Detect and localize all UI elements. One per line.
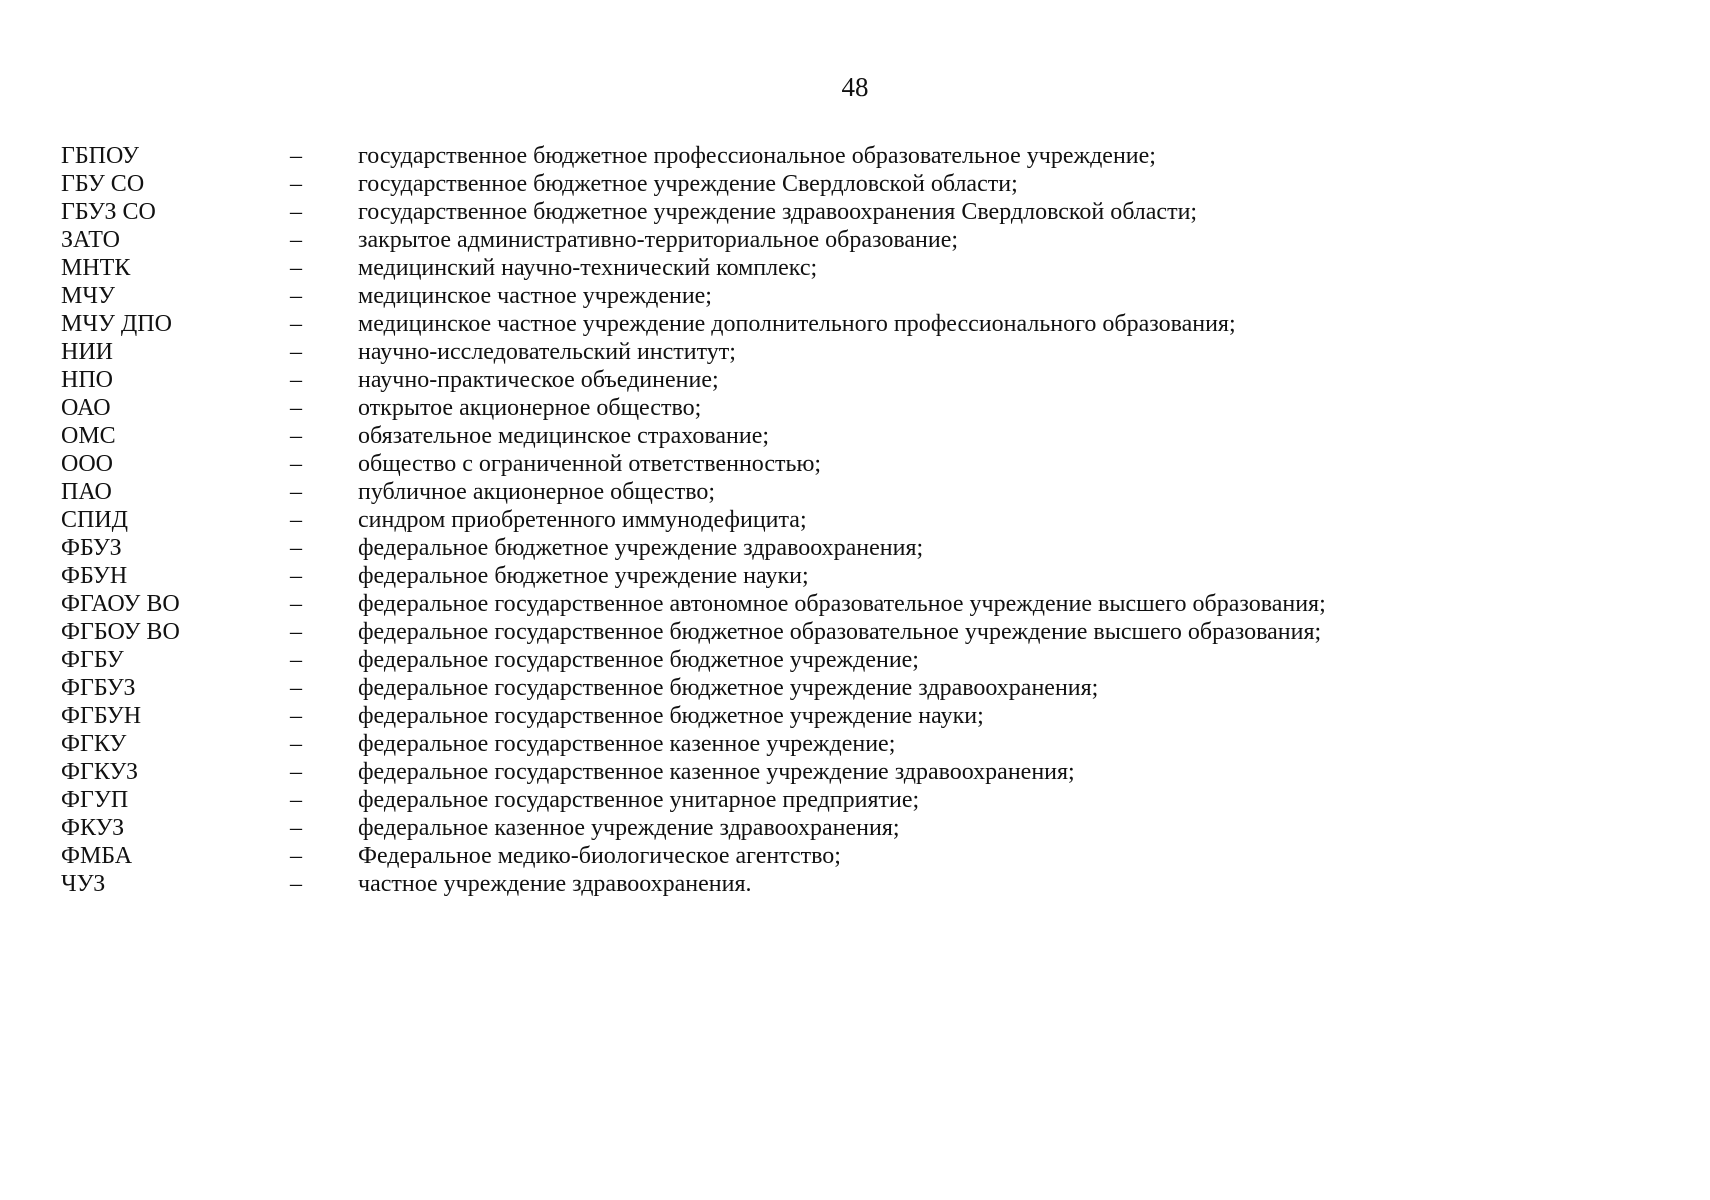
abbreviation-row (61, 310, 1661, 338)
dash-separator: – (290, 395, 302, 421)
abbreviation-row (61, 422, 1661, 450)
abbreviation: ГБУЗ СО (61, 199, 156, 225)
abbreviation: ОАО (61, 395, 111, 421)
abbreviation-meaning: медицинское частное учреждение дополнительного профессионального образования; (358, 311, 1236, 337)
abbreviation: ФБУН (61, 563, 128, 589)
abbreviation: ФГАОУ ВО (61, 591, 180, 617)
dash-separator: – (290, 815, 302, 841)
abbreviation: ГБПОУ (61, 143, 139, 169)
abbreviation-row (61, 674, 1661, 702)
abbreviation-row (61, 506, 1661, 534)
dash-separator: – (290, 255, 302, 281)
abbreviation-row (61, 758, 1661, 786)
abbreviation-meaning: публичное акционерное общество; (358, 479, 716, 505)
abbreviation-row (61, 590, 1661, 618)
abbreviation-row (61, 562, 1661, 590)
abbreviation-meaning: федеральное государственное унитарное предприятие; (358, 787, 920, 813)
abbreviation-row (61, 870, 1661, 898)
abbreviation: ФГБУ (61, 647, 124, 673)
abbreviation-row (61, 842, 1661, 870)
abbreviation-meaning: Федеральное медико-биологическое агентство; (358, 843, 841, 869)
abbreviation-meaning: медицинское частное учреждение; (358, 283, 712, 309)
abbreviation: ФБУЗ (61, 535, 122, 561)
abbreviation-row (61, 366, 1661, 394)
abbreviation-meaning: федеральное государственное казенное учреждение здравоохранения; (358, 759, 1075, 785)
abbreviation-row (61, 534, 1661, 562)
dash-separator: – (290, 423, 302, 449)
abbreviation: ГБУ СО (61, 171, 145, 197)
dash-separator: – (290, 591, 302, 617)
abbreviation-meaning: федеральное государственное автономное образовательное учреждение высшего образования; (358, 591, 1326, 617)
abbreviation-row (61, 646, 1661, 674)
abbreviation-meaning: федеральное государственное бюджетное образовательное учреждение высшего образования; (358, 619, 1322, 645)
abbreviation: ФГКУ (61, 731, 127, 757)
abbreviation: ФГБОУ ВО (61, 619, 180, 645)
abbreviation: НИИ (61, 339, 113, 365)
abbreviation-meaning: научно-исследовательский институт; (358, 339, 736, 365)
abbreviation: ФГУП (61, 787, 129, 813)
abbreviation-row (61, 730, 1661, 758)
dash-separator: – (290, 843, 302, 869)
abbreviation-row (61, 198, 1661, 226)
abbreviation-meaning: обязательное медицинское страхование; (358, 423, 770, 449)
abbreviation: ЗАТО (61, 227, 120, 253)
abbreviation-row (61, 254, 1661, 282)
abbreviation: ФГКУЗ (61, 759, 139, 785)
dash-separator: – (290, 787, 302, 813)
page-number: 48 (841, 72, 869, 102)
abbreviation-row (61, 394, 1661, 422)
dash-separator: – (290, 367, 302, 393)
abbreviation-row (61, 226, 1661, 254)
abbreviation-list (61, 142, 1661, 898)
abbreviation-row (61, 814, 1661, 842)
abbreviation-meaning: научно-практическое объединение; (358, 367, 719, 393)
dash-separator: – (290, 703, 302, 729)
dash-separator: – (290, 731, 302, 757)
abbreviation: ОМС (61, 423, 116, 449)
abbreviation-meaning: медицинский научно-технический комплекс; (358, 255, 818, 281)
abbreviation: МЧУ ДПО (61, 311, 172, 337)
dash-separator: – (290, 507, 302, 533)
dash-separator: – (290, 283, 302, 309)
abbreviation-meaning: частное учреждение здравоохранения. (358, 871, 752, 897)
dash-separator: – (290, 675, 302, 701)
abbreviation: ФГБУН (61, 703, 142, 729)
dash-separator: – (290, 535, 302, 561)
dash-separator: – (290, 451, 302, 477)
abbreviation-row (61, 702, 1661, 730)
abbreviation: ЧУЗ (61, 871, 106, 897)
abbreviation: ФМБА (61, 843, 133, 869)
abbreviation-meaning: федеральное государственное бюджетное учреждение здравоохранения; (358, 675, 1099, 701)
dash-separator: – (290, 871, 302, 897)
dash-separator: – (290, 227, 302, 253)
abbreviation: МНТК (61, 255, 131, 281)
abbreviation-meaning: федеральное государственное бюджетное учреждение науки; (358, 703, 984, 729)
dash-separator: – (290, 479, 302, 505)
dash-separator: – (290, 171, 302, 197)
abbreviation-row (61, 450, 1661, 478)
abbreviation-meaning: синдром приобретенного иммунодефицита; (358, 507, 807, 533)
abbreviation-row (61, 338, 1661, 366)
dash-separator: – (290, 647, 302, 673)
dash-separator: – (290, 339, 302, 365)
abbreviation-meaning: общество с ограниченной ответственностью; (358, 451, 822, 477)
abbreviation: МЧУ (61, 283, 115, 309)
dash-separator: – (290, 311, 302, 337)
abbreviation-row (61, 142, 1661, 170)
abbreviation-meaning: государственное бюджетное учреждение здравоохранения Свердловской области; (358, 199, 1198, 225)
abbreviation-meaning: федеральное бюджетное учреждение здравоохранения; (358, 535, 924, 561)
abbreviation-meaning: государственное бюджетное профессиональное образовательное учреждение; (358, 143, 1156, 169)
abbreviation: НПО (61, 367, 113, 393)
dash-separator: – (290, 759, 302, 785)
dash-separator: – (290, 563, 302, 589)
abbreviation-row (61, 478, 1661, 506)
abbreviation: ПАО (61, 479, 112, 505)
abbreviation-row (61, 282, 1661, 310)
abbreviation: ФКУЗ (61, 815, 125, 841)
dash-separator: – (290, 143, 302, 169)
abbreviation: ООО (61, 451, 113, 477)
abbreviation-meaning: закрытое административно-территориальное образование; (358, 227, 959, 253)
abbreviation: СПИД (61, 507, 129, 533)
abbreviation-meaning: федеральное государственное казенное учреждение; (358, 731, 896, 757)
abbreviation-row (61, 170, 1661, 198)
abbreviation-meaning: государственное бюджетное учреждение Свердловской области; (358, 171, 1018, 197)
abbreviation: ФГБУЗ (61, 675, 136, 701)
dash-separator: – (290, 619, 302, 645)
dash-separator: – (290, 199, 302, 225)
abbreviation-meaning: открытое акционерное общество; (358, 395, 702, 421)
abbreviation-meaning: федеральное казенное учреждение здравоохранения; (358, 815, 900, 841)
abbreviation-row (61, 786, 1661, 814)
abbreviation-meaning: федеральное государственное бюджетное учреждение; (358, 647, 919, 673)
abbreviation-row (61, 618, 1661, 646)
abbreviation-meaning: федеральное бюджетное учреждение науки; (358, 563, 809, 589)
